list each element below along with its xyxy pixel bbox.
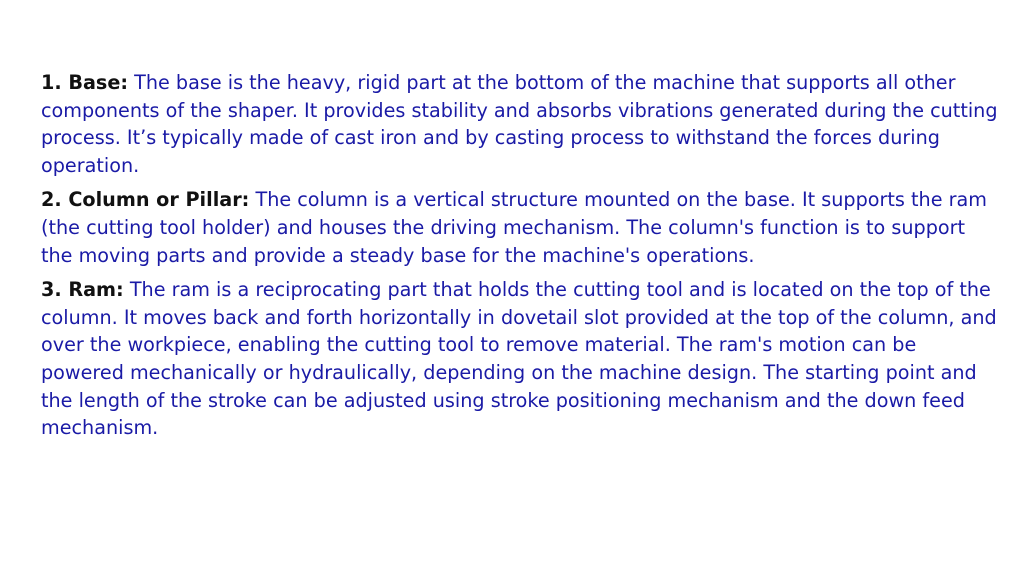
term-column: 2. Column or Pillar:	[41, 188, 250, 212]
paragraph-base	[41, 69, 1001, 179]
term-base: 1. Base:	[41, 71, 128, 94]
description-column: The column is a vertical structure mounted on the base. It supports the ram (the cutting tool holder) and houses the driving mechanism. The column's function is to support the moving parts and provide a steady base for the machine's operations.	[41, 188, 987, 267]
description-base: The base is the heavy, rigid part at the bottom of the machine that supports all other components of the shaper. It provides stability and absorbs vibrations generated during the cutting process. It’s typically made of cast iron and by casting process to withstand the forces during operation.	[41, 71, 998, 177]
term-ram: 3. Ram:	[41, 278, 124, 302]
paragraph-column	[41, 186, 1001, 269]
paragraph-ram	[41, 276, 1001, 442]
description-ram: The ram is a reciprocating part that holds the cutting tool and is located on the top of the column. It moves back and forth horizontally in dovetail slot provided at the top of the column, and over the workpiece, enabling the cutting tool to remove material. The ram's motion can be powered mechanically or hydraulically, depending on the machine design. The starting point and the length of the stroke can be adjusted using stroke positioning mechanism and the down feed mechanism.	[41, 278, 997, 440]
slide-body	[41, 69, 1001, 449]
